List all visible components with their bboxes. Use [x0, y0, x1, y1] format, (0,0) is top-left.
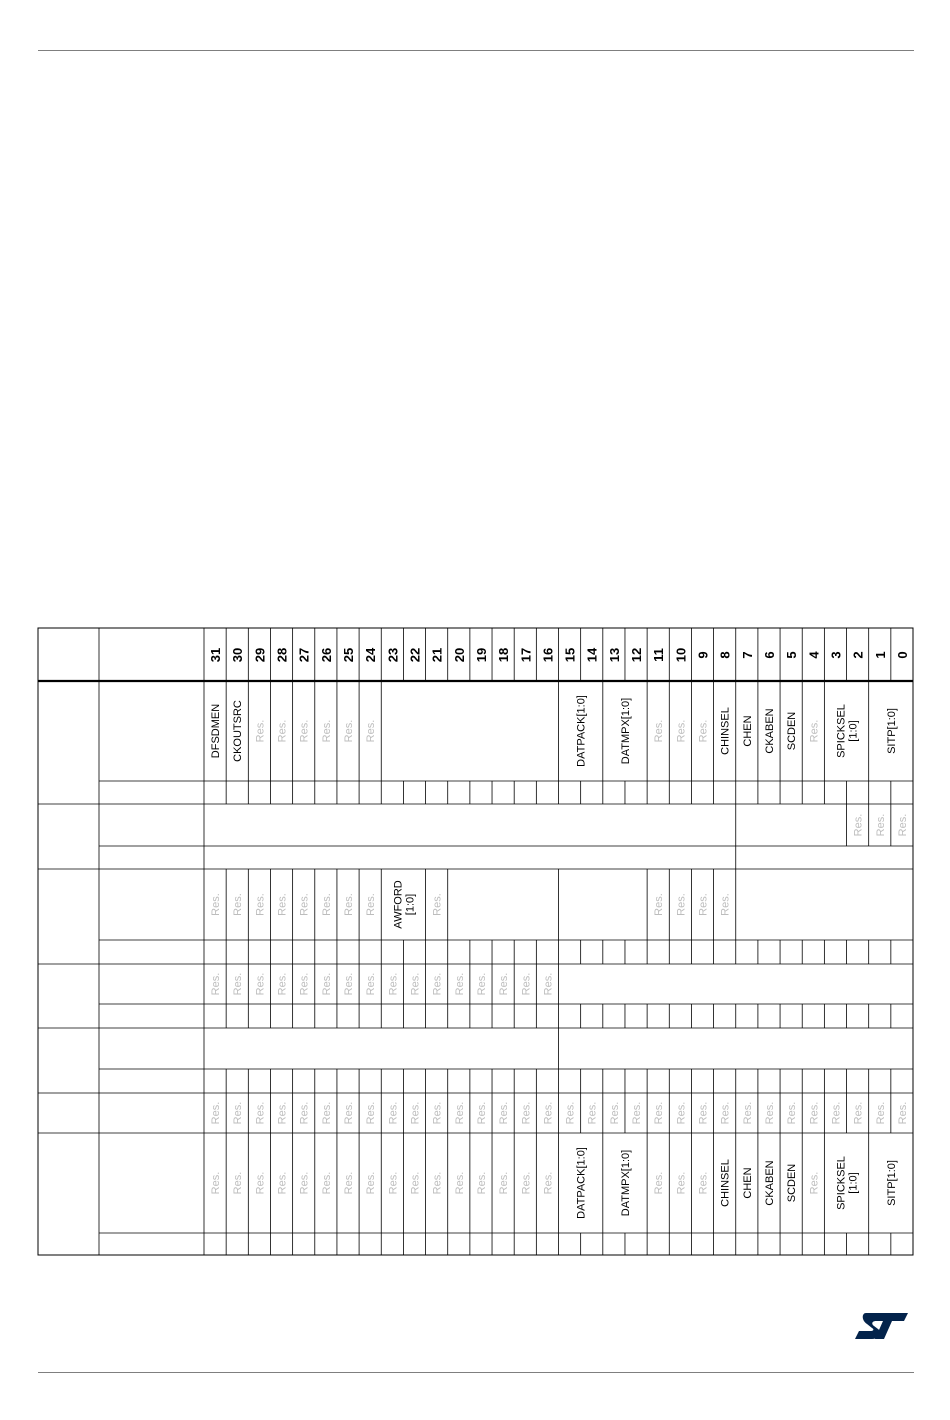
bit-number: 1	[872, 651, 888, 659]
reserved-bit: Res.	[210, 972, 223, 996]
reserved-bit: Res.	[675, 1101, 688, 1125]
reserved-bit: Res.	[453, 972, 466, 996]
field-label: SPICKSEL[1:0]	[835, 1156, 860, 1210]
field-label: CHEN	[741, 715, 754, 747]
reserved-bit: Res.	[475, 1101, 488, 1125]
field-label: SITP[1:0]	[885, 708, 898, 754]
bit-number: 17	[518, 647, 534, 663]
reserved-bit: Res.	[232, 893, 245, 916]
field-label: DATPACK[1:0]	[575, 695, 588, 767]
reserved-bit: Res.	[343, 972, 356, 996]
reserved-bit: Res.	[896, 1101, 909, 1125]
field-label: CHINSEL	[719, 707, 732, 755]
reserved-bit: Res.	[453, 1171, 466, 1195]
reserved-bit: Res.	[387, 1171, 400, 1195]
reserved-bit: Res.	[874, 813, 887, 837]
bit-number: 20	[451, 647, 467, 663]
reserved-bit: Res.	[387, 1101, 400, 1125]
reserved-bit: Res.	[741, 1101, 754, 1125]
reserved-bit: Res.	[409, 1101, 422, 1125]
field-label: CKOUTSRC	[232, 700, 245, 762]
field-label: CHINSEL	[719, 1159, 732, 1207]
reserved-bit: Res.	[475, 972, 488, 996]
field-label: CHEN	[741, 1167, 754, 1199]
reserved-bit: Res.	[298, 719, 311, 743]
bit-number: 28	[274, 647, 290, 663]
reserved-bit: Res.	[210, 893, 223, 916]
reserved-bit: Res.	[365, 1101, 378, 1125]
reserved-bit: Res.	[653, 893, 666, 916]
reserved-bit: Res.	[475, 1171, 488, 1195]
reserved-bit: Res.	[320, 972, 333, 996]
reserved-bit: Res.	[453, 1101, 466, 1125]
field-label: CKABEN	[763, 708, 776, 754]
reserved-bit: Res.	[298, 972, 311, 996]
reserved-bit: Res.	[320, 1101, 333, 1125]
reserved-bit: Res.	[786, 1101, 799, 1125]
reserved-bit: Res.	[520, 972, 533, 996]
reserved-bit: Res.	[808, 1101, 821, 1125]
reserved-bit: Res.	[830, 1101, 843, 1125]
reserved-bit: Res.	[254, 1171, 267, 1195]
bit-number: 3	[828, 651, 844, 659]
table-frame	[38, 628, 913, 1255]
reserved-bit: Res.	[365, 972, 378, 996]
bit-number: 0	[894, 651, 910, 659]
bit-number: 22	[407, 647, 423, 663]
reserved-bit: Res.	[409, 1171, 422, 1195]
reserved-bit: Res.	[276, 1101, 289, 1125]
field-label: DFSDMEN	[210, 703, 223, 759]
reserved-bit: Res.	[808, 719, 821, 743]
reserved-bit: Res.	[254, 893, 267, 916]
bit-number: 9	[695, 651, 711, 659]
field-label: SCDEN	[786, 1163, 799, 1203]
reserved-bit: Res.	[852, 1101, 865, 1125]
reserved-bit: Res.	[365, 1171, 378, 1195]
bit-number: 29	[252, 647, 268, 663]
reserved-bit: Res.	[276, 719, 289, 743]
reserved-bit: Res.	[675, 893, 688, 916]
reserved-bit: Res.	[232, 1171, 245, 1195]
field-label: SCDEN	[786, 711, 799, 751]
reserved-bit: Res.	[276, 893, 289, 916]
bit-number: 31	[208, 647, 224, 663]
bit-number: 30	[230, 647, 246, 663]
reserved-bit: Res.	[608, 1101, 621, 1125]
reserved-bit: Res.	[675, 719, 688, 743]
st-logo-icon	[852, 1307, 912, 1343]
bit-number: 25	[341, 647, 357, 663]
reserved-bit: Res.	[232, 1101, 245, 1125]
reserved-bit: Res.	[586, 1101, 599, 1125]
reserved-bit: Res.	[431, 972, 444, 996]
reserved-bit: Res.	[498, 972, 511, 996]
reserved-bit: Res.	[232, 972, 245, 996]
reserved-bit: Res.	[697, 1101, 710, 1125]
bit-number: 2	[850, 651, 866, 659]
bit-number: 11	[651, 648, 667, 662]
reserved-bit: Res.	[653, 1171, 666, 1195]
bit-number: 13	[606, 647, 622, 663]
reserved-bit: Res.	[653, 1101, 666, 1125]
reserved-bit: Res.	[298, 1101, 311, 1125]
reserved-bit: Res.	[276, 1171, 289, 1195]
reserved-bit: Res.	[320, 719, 333, 743]
reserved-bit: Res.	[431, 1171, 444, 1195]
reserved-bit: Res.	[343, 1171, 356, 1195]
reserved-bit: Res.	[320, 893, 333, 916]
reserved-bit: Res.	[210, 1171, 223, 1195]
field-label: DATMPX[1:0]	[619, 1149, 632, 1217]
reserved-bit: Res.	[763, 1101, 776, 1125]
bit-number: 27	[296, 647, 312, 663]
reserved-bit: Res.	[697, 1171, 710, 1195]
bit-number: 7	[739, 651, 755, 659]
reserved-bit: Res.	[254, 719, 267, 743]
bit-number: 23	[385, 647, 401, 663]
bit-number: 18	[496, 647, 512, 663]
reserved-bit: Res.	[697, 719, 710, 743]
reserved-bit: Res.	[409, 972, 422, 996]
field-label: DATPACK[1:0]	[575, 1147, 588, 1219]
reserved-bit: Res.	[874, 1101, 887, 1125]
reserved-bit: Res.	[365, 893, 378, 916]
bit-number: 5	[784, 651, 800, 659]
reserved-bit: Res.	[631, 1101, 644, 1125]
reserved-bit: Res.	[808, 1171, 821, 1195]
reserved-bit: Res.	[276, 972, 289, 996]
reserved-bit: Res.	[254, 1101, 267, 1125]
bit-number: 12	[629, 647, 645, 663]
bit-number: 8	[717, 651, 733, 659]
reserved-bit: Res.	[653, 719, 666, 743]
bit-number: 21	[429, 647, 445, 663]
reserved-bit: Res.	[210, 1101, 223, 1125]
reserved-bit: Res.	[343, 1101, 356, 1125]
reserved-bit: Res.	[498, 1171, 511, 1195]
field-label: CKABEN	[763, 1160, 776, 1206]
reserved-bit: Res.	[343, 893, 356, 916]
reserved-bit: Res.	[298, 1171, 311, 1195]
reserved-bit: Res.	[719, 893, 732, 916]
reserved-bit: Res.	[498, 1101, 511, 1125]
reserved-bit: Res.	[542, 972, 555, 996]
field-label: SPICKSEL[1:0]	[835, 704, 860, 758]
reserved-bit: Res.	[675, 1171, 688, 1195]
reserved-bit: Res.	[520, 1101, 533, 1125]
reserved-bit: Res.	[542, 1101, 555, 1125]
bit-number: 26	[318, 647, 334, 663]
bit-number: 24	[363, 647, 379, 663]
bit-number: 19	[473, 647, 489, 663]
reserved-bit: Res.	[365, 719, 378, 743]
reserved-bit: Res.	[896, 813, 909, 837]
reserved-bit: Res.	[254, 972, 267, 996]
reserved-bit: Res.	[852, 813, 865, 837]
bit-number: 10	[673, 647, 689, 663]
bit-number: 16	[540, 647, 556, 663]
reserved-bit: Res.	[431, 1101, 444, 1125]
reserved-bit: Res.	[520, 1171, 533, 1195]
bit-number: 15	[562, 647, 578, 663]
bit-number: 6	[761, 651, 777, 659]
reserved-bit: Res.	[320, 1171, 333, 1195]
reserved-bit: Res.	[697, 893, 710, 916]
reserved-bit: Res.	[431, 893, 444, 916]
bit-number: 4	[806, 651, 822, 659]
field-label: DATMPX[1:0]	[619, 697, 632, 765]
reserved-bit: Res.	[719, 1101, 732, 1125]
reserved-bit: Res.	[298, 893, 311, 916]
reserved-bit: Res.	[387, 972, 400, 996]
field-label: AWFORD[1:0]	[392, 880, 417, 929]
bit-number: 14	[584, 647, 600, 663]
reserved-bit: Res.	[564, 1101, 577, 1125]
reserved-bit: Res.	[343, 719, 356, 743]
reserved-bit: Res.	[542, 1171, 555, 1195]
field-label: SITP[1:0]	[885, 1160, 898, 1206]
